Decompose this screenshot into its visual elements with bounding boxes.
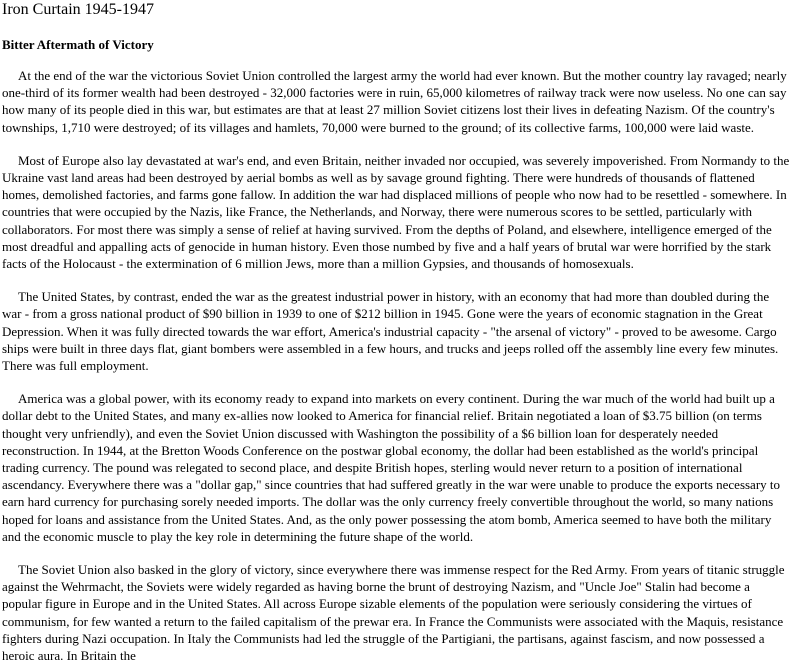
paragraph-4: America was a global power, with its economy ready to expand into markets on every continent. During the war much of the world had built up a dollar debt to the United States, and many ex-allies now looked to America for financial relief. Britain negotiated a loan of $3.75 billion (on terms thought very unfriendly), and even the Soviet Union discussed with Washington the possibility of a $6 billion loan for desperately needed reconstruction. In 1944, at the Bretton Woods Conference on the postwar global economy, the dollar had been established as the world's principal trading currency. The pound was relegated to second place, and despite British hopes, sterling would never return to a position of international ascendancy. Everywhere there was a "dollar gap," since countries that had suffered greatly in the war were unable to produce the exports necessary to earn hard currency for purchasing sorely needed imports. The dollar was the only currency freely convertible throughout the world, so many nations hoped for loans and assistance from the United States. And, as the only power possessing the atom bomb, America seemed to have both the military and the economic muscle to play the key role in determining the future shape of the world.	[2, 391, 781, 544]
page-title: Iron Curtain 1945-1947	[2, 1, 154, 18]
section-heading: Bitter Aftermath of Victory	[2, 37, 154, 52]
paragraph-2: Most of Europe also lay devastated at war's end, and even Britain, neither invaded nor occupied, was severely impoverished. From Normandy to the Ukraine vast land areas had been destroyed by aerial bombs as well as by savage ground fighting. There were hundreds of thousands of flattened homes, demolished factories, and farms gone fallow. In addition the war had displaced millions of people who now had to be resettled - somewhere. In countries that were occupied by the Nazis, like France, the Netherlands, and Norway, there were numerous scores to be settled, particularly with collaborators. For most there was simply a sense of relief at having survived. From the depths of Poland, and elsewhere, intelligence emerged of the most dreadful and appalling acts of genocide in human history. Even those numbed by five and a half years of brutal war were horrified by the stark facts of the Holocaust - the extermination of 6 million Jews, more than a million Gypsies, and thousands of homosexuals.	[2, 152, 790, 272]
paragraph-3: The United States, by contrast, ended the war as the greatest industrial power in history, with an economy that had more than doubled during the war - from a gross national product of $90 billion in 1939 to one of $212 billion in 1945. Gone were the years of economic stagnation in the Great Depression. When it was fully directed towards the war effort, America's industrial capacity - "the arsenal of victory" - proved to be awesome. Cargo ships were built in three days flat, giant bombers were assembled in a few hours, and trucks and jeeps rolled off the assembly line every few minutes. There was full employment.	[2, 289, 779, 374]
paragraph-5: The Soviet Union also basked in the glory of victory, since everywhere there was immense respect for the Red Army. From years of titanic struggle against the Wehrmacht, the Soviets were widely regarded as having borne the brunt of destroying Nazism, and "Uncle Joe" Stalin had become a popular figure in Europe and in the United States. All across Europe sizable elements of the population were seriously considering the virtues of communism, for few wanted a return to the failed capitalism of the prewar era. In France the Communists were associated with the Maquis, resistance fighters during Nazi occupation. In Italy the Communists had led the struggle of the Partigiani, the partisans, against fascism, and now possessed a heroic aura. In Britain the	[2, 562, 785, 664]
paragraph-1: At the end of the war the victorious Soviet Union controlled the largest army the world had ever known. But the mother country lay ravaged; nearly one-third of its former wealth had been destroyed - 32,000 factories were in ruin, 65,000 kilometres of railway track were now useless. No one can say how many of its people died in this war, but estimates are that at least 27 million Soviet citizens lost their lives in defeating Nazism. Of the country's townships, 1,710 were destroyed; of its villages and hamlets, 70,000 were burned to the ground; of its collective farms, 100,000 were laid waste.	[2, 68, 787, 135]
